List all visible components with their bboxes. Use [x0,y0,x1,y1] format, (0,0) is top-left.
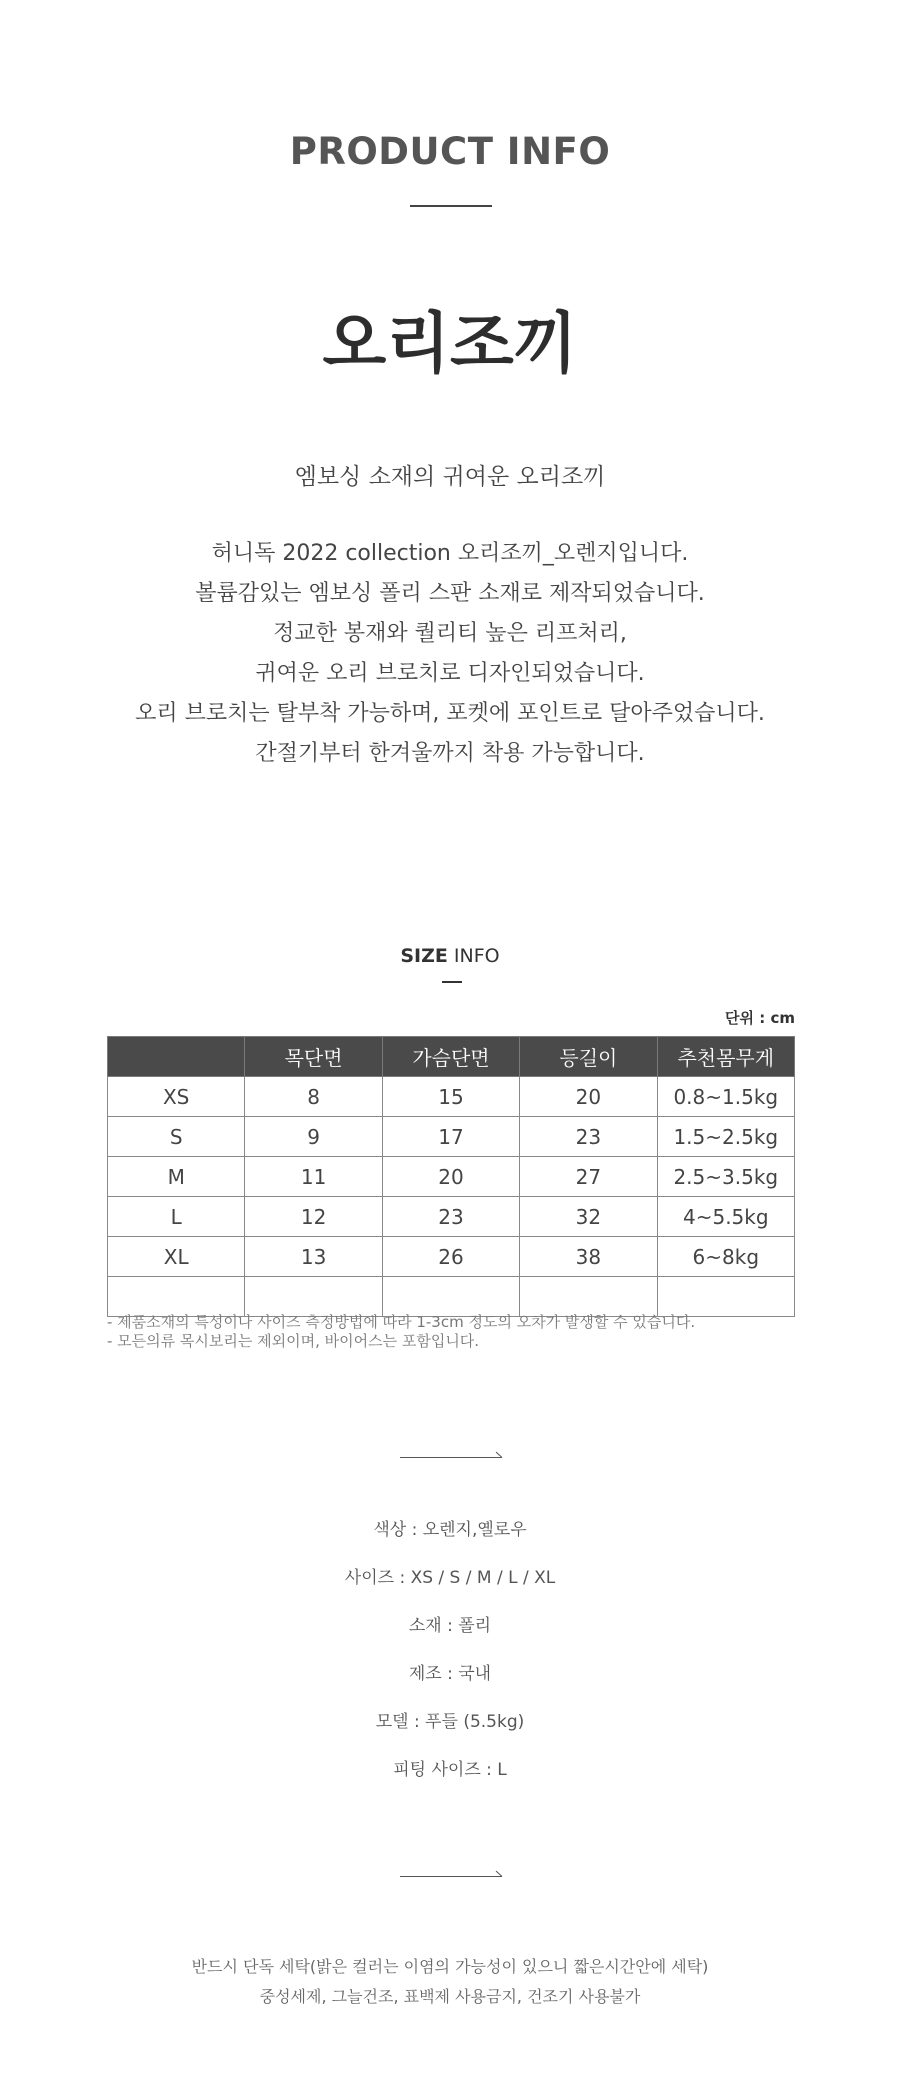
table-cell: 38 [520,1237,657,1277]
table-row [108,1237,795,1277]
header-cell: 추천몸무게 [657,1037,794,1077]
table-cell: 8 [245,1077,382,1117]
header-cell: 등길이 [520,1037,657,1077]
table-cell: 12 [245,1197,382,1237]
table-cell: 23 [520,1117,657,1157]
table-row [108,1277,795,1317]
size-info-title [0,945,900,967]
table-cell [108,1277,245,1317]
spec-material: 소재 : 폴리 [408,1616,492,1636]
description-line: 귀여운 오리 브로치로 디자인되었습니다. [255,661,645,686]
size-table [107,1036,795,1317]
description-line: 간절기부터 한겨울까지 착용 가능합니다. [255,741,645,766]
size-info-divider [442,981,462,983]
table-cell: 20 [382,1157,519,1197]
description-line: 정교한 봉재와 퀄리티 높은 리프처리, [273,621,627,646]
description-line: 오리 브로치는 탈부착 가능하며, 포켓에 포인트로 달아주었습니다. [135,701,765,726]
care-line: 중성세제, 그늘건조, 표백제 사용금지, 건조기 사용불가 [259,1987,641,2006]
table-cell: XS [108,1077,245,1117]
spec-sizes: 사이즈 : XS / S / M / L / XL [344,1568,556,1588]
size-note: - 제품소재의 특성이나 사이즈 측정방법에 따라 1-3cm 정도의 오차가 발생할 수 있습니다. [107,1313,696,1331]
table-cell: 23 [382,1197,519,1237]
care-line: 반드시 단독 세탁(밝은 컬러는 이염의 가능성이 있으니 짧은시간안에 세탁) [191,1957,709,1976]
spec-list [0,1518,900,1806]
description-line: 허니독 2022 collection 오리조끼_오렌지입니다. [211,541,689,566]
arrow-divider-icon [400,1868,504,1878]
section-title: PRODUCT INFO [289,130,611,173]
table-cell [520,1277,657,1317]
size-info-title-bold: SIZE [400,945,448,967]
size-notes [107,1313,695,1351]
table-row [108,1077,795,1117]
size-note: - 모든의류 목시보리는 제외이며, 바이어스는 포함입니다. [107,1332,480,1350]
size-info-title-rest: INFO [447,945,500,967]
spec-color: 색상 : 오렌지,옐로우 [373,1520,527,1540]
table-cell: 11 [245,1157,382,1197]
table-cell [657,1277,794,1317]
header-cell [108,1037,245,1077]
table-cell: M [108,1157,245,1197]
table-cell: 27 [520,1157,657,1197]
header-cell: 가슴단면 [382,1037,519,1077]
table-cell: 32 [520,1197,657,1237]
table-cell: 4~5.5kg [657,1197,794,1237]
table-cell: 15 [382,1077,519,1117]
spec-model: 모델 : 푸들 (5.5kg) [375,1712,525,1732]
table-cell: 2.5~3.5kg [657,1157,794,1197]
table-cell: 9 [245,1117,382,1157]
table-row [108,1117,795,1157]
table-cell: 6~8kg [657,1237,794,1277]
unit-label: 단위 : cm [725,1009,795,1027]
table-row [108,1157,795,1197]
table-cell [382,1277,519,1317]
table-cell: 0.8~1.5kg [657,1077,794,1117]
arrow-divider-icon [400,1449,504,1459]
table-cell: 1.5~2.5kg [657,1117,794,1157]
table-row [108,1197,795,1237]
table-cell: S [108,1117,245,1157]
description-line: 볼륨감있는 엠보싱 폴리 스판 소재로 제작되었습니다. [195,581,705,606]
table-cell: XL [108,1237,245,1277]
table-header-row [108,1037,795,1077]
table-cell [245,1277,382,1317]
spec-fitting-size: 피팅 사이즈 : L [393,1760,507,1780]
product-name: 오리조끼 [322,305,578,382]
table-cell: 17 [382,1117,519,1157]
product-tagline: 엠보싱 소재의 귀여운 오리조끼 [294,464,606,490]
header-cell: 목단면 [245,1037,382,1077]
table-cell: 26 [382,1237,519,1277]
care-instructions [0,1952,900,2012]
spec-origin: 제조 : 국내 [408,1664,492,1684]
title-divider [410,205,492,207]
table-cell: 20 [520,1077,657,1117]
table-cell: 13 [245,1237,382,1277]
table-cell: L [108,1197,245,1237]
product-description [0,534,900,774]
